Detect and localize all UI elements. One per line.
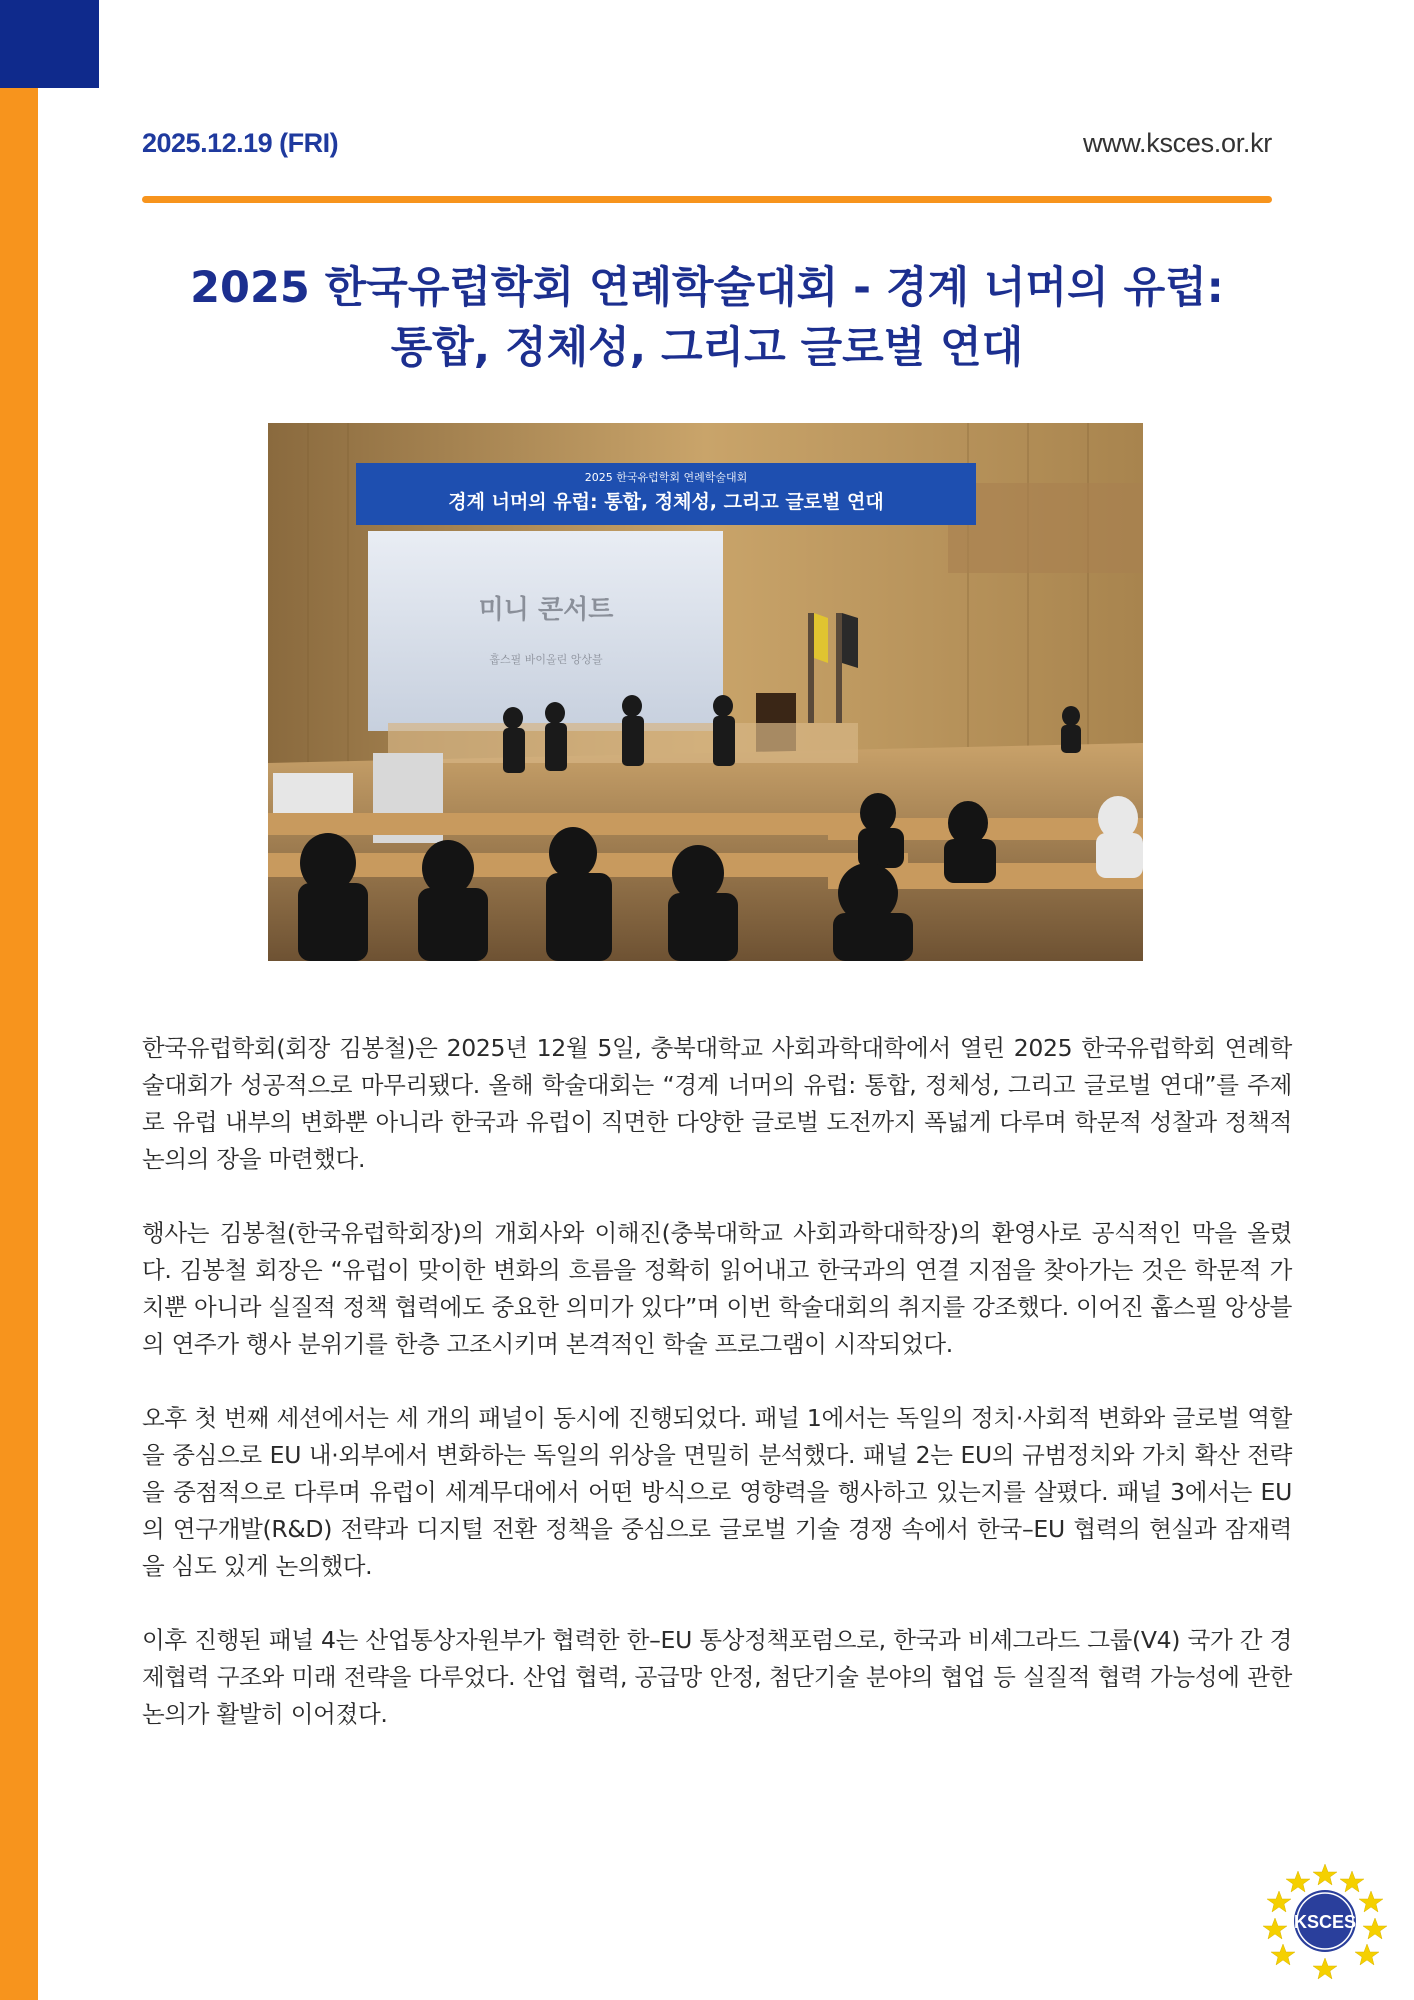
- paragraph: 행사는 김봉철(한국유럽학회장)의 개회사와 이해진(충북대학교 사회과학대학장)의 환영사로 공식적인 막을 올렸다. 김봉철 회장은 “유럽이 맞이한 변화의 흐름을 정확히 읽어내고 한국과의 연결 지점을 찾아가는 것은 학문적 가치뿐 아니라 실질적 정책 협력에도 중요한 의미가 있다”며 이번 학술대회의 취지를 강조했다. 이어진 훕스필 앙상블의 연주가 행사 분위기를 한층 고조시키며 본격적인 학술 프로그램이 시작되었다.: [142, 1219, 1292, 1358]
- title-line-1: 2025 한국유럽학회 연례학술대회 - 경계 너머의 유럽:: [190, 263, 1224, 313]
- title-line-2: 통합, 정체성, 그리고 글로벌 연대: [390, 323, 1024, 373]
- corner-navy-block: [0, 0, 99, 88]
- paragraph: 오후 첫 번째 세션에서는 세 개의 패널이 동시에 진행되었다. 패널 1에서는 독일의 정치·사회적 변화와 글로벌 역할을 중심으로 EU 내·외부에서 변화하는 독일의 위상을 면밀히 분석했다. 패널 2는 EU의 규범정치와 가치 확산 전략을 중점적으로 다루며 유럽이 세계무대에서 어떤 방식으로 영향력을 행사하고 있는지를 살폈다. 패널 3에서는 EU의 연구개발(R&D) 전략과 디지털 전환 정책을 중심으로 글로벌 기술 경쟁 속에서 한국–EU 협력의 현실과 잠재력을 심도 있게 논의했다.: [142, 1404, 1292, 1580]
- article-body: [142, 1030, 1292, 1770]
- photo-screen-subtitle: 훕스필 바이올린 앙상블: [489, 653, 603, 666]
- photo-screen-title: 미니 콘서트: [478, 595, 614, 625]
- left-accent-bar: [0, 0, 38, 2000]
- photo-banner-small: 2025 한국유럽학회 연례학술대회: [584, 471, 748, 484]
- paragraph: 이후 진행된 패널 4는 산업통상자원부가 협력한 한–EU 통상정책포럼으로, 한국과 비셰그라드 그룹(V4) 국가 간 경제협력 구조와 미래 전략을 다루었다. 산업 협력, 공급망 안정, 첨단기술 분야의 협업 등 실질적 협력 가능성에 관한 논의가 활발히 이어졌다.: [142, 1626, 1292, 1728]
- logo-text: KSCES: [1293, 1912, 1357, 1932]
- ksces-logo: [1262, 1858, 1388, 1984]
- photo-banner-main: 경계 너머의 유럽: 통합, 정체성, 그리고 글로벌 연대: [448, 491, 884, 513]
- website-link[interactable]: www.ksces.or.kr: [1082, 128, 1272, 158]
- event-photo: [268, 423, 1143, 961]
- issue-date: 2025.12.19 (FRI): [142, 128, 339, 158]
- header-divider: [142, 196, 1272, 203]
- page-title: [100, 258, 1314, 378]
- paragraph: 한국유럽학회(회장 김봉철)은 2025년 12월 5일, 충북대학교 사회과학대학에서 열린 2025 한국유럽학회 연례학술대회가 성공적으로 마무리됐다. 올해 학술대회는 “경계 너머의 유럽: 통합, 정체성, 그리고 글로벌 연대”를 주제로 유럽 내부의 변화뿐 아니라 한국과 유럽이 직면한 다양한 글로벌 도전까지 폭넓게 다루며 학문적 성찰과 정책적 논의의 장을 마련했다.: [142, 1034, 1292, 1173]
